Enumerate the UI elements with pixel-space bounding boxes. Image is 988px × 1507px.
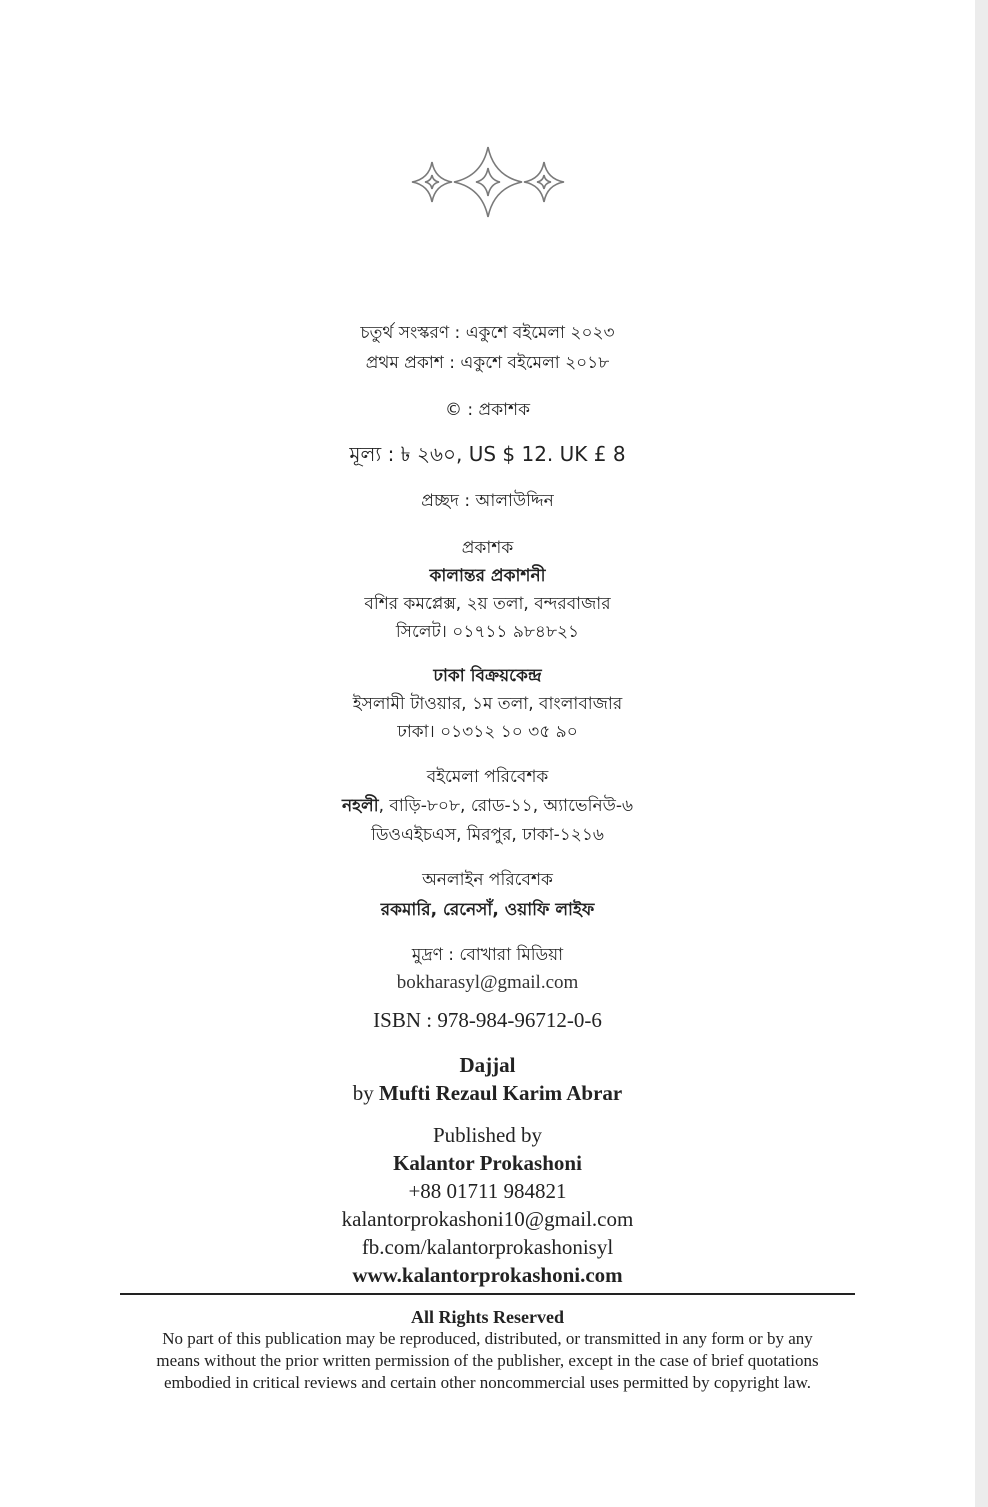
divider-rule (120, 1293, 855, 1295)
rights-line-3: embodied in critical reviews and certain other noncommercial uses permitted by copyright law. (163, 1373, 812, 1392)
cover-credit: প্রচ্ছদ : আলাউদ্দিন (421, 491, 554, 511)
book-info (0, 1051, 975, 1107)
fair-address-rest: , বাড়ি-৮০৮, রোড-১১, অ্যাভেনিউ-৬ (378, 796, 634, 816)
published-phone: +88 01711 984821 (408, 1179, 567, 1203)
print-label: মুদ্রণ : বোখারা মিডিয়া (411, 945, 564, 965)
online-heading: অনলাইন পরিবেশক (422, 870, 553, 890)
four-point-star-ornament-icon (408, 142, 568, 222)
book-title: Dajjal (459, 1053, 516, 1077)
fair-address (0, 792, 975, 821)
published-name: Kalantor Prokashoni (393, 1151, 582, 1175)
dhaka-sales-section (0, 662, 975, 746)
online-distributor-section (0, 865, 975, 925)
publisher-heading: প্রকাশক (461, 538, 514, 558)
edition-info (0, 318, 975, 378)
fair-name: নহলী (341, 796, 379, 816)
by-label: by (352, 1081, 380, 1105)
fair-heading: বইমেলা পরিবেশক (426, 767, 549, 787)
rights-title: All Rights Reserved (411, 1307, 564, 1327)
fair-distributor-section (0, 763, 975, 850)
book-author-line (0, 1079, 975, 1107)
publisher-address: বশির কমপ্লেক্স, ২য় তলা, বন্দরবাজার (364, 594, 611, 614)
published-facebook: fb.com/kalantorprokashonisyl (361, 1235, 614, 1259)
rights-line-1: No part of this publication may be reproduced, distributed, or transmitted in any form or by any (162, 1329, 813, 1348)
published-label: Published by (432, 1123, 543, 1147)
publisher-name: কালান্তর প্রকাশনী (429, 566, 546, 586)
publisher-section (0, 534, 975, 646)
dhaka-city-phone: ঢাকা। ০১৩১২ ১০ ৩৫ ৯০ (397, 722, 578, 742)
fair-address2: ডিওএইচএস, মিরপুর, ঢাকা-১২১৬ (371, 825, 604, 845)
dhaka-address: ইসলামী টাওয়ার, ১ম তলা, বাংলাবাজার (352, 694, 623, 714)
first-edition: প্রথম প্রকাশ : একুশে বইমেলা ২০১৮ (365, 353, 610, 373)
price-line: মূল্য : ৳ ২৬০, US $ 12. UK £ 8 (349, 442, 626, 466)
rights-line-2: means without the prior written permission of the publisher, except in the case of brief quotations (156, 1351, 819, 1370)
print-section (0, 941, 975, 997)
published-website: www.kalantorprokashoni.com (352, 1263, 623, 1287)
published-by-section (0, 1121, 975, 1289)
publisher-city-phone: সিলেট। ০১৭১১ ৯৮৪৮২১ (395, 622, 580, 642)
online-names: রকমারি, রেনেসাঁ, ওয়াফি লাইফ (380, 900, 595, 920)
published-email: kalantorprokashoni10@gmail.com (341, 1207, 634, 1231)
dhaka-heading: ঢাকা বিক্রয়কেন্দ্র (433, 666, 542, 686)
print-email: bokharasyl@gmail.com (396, 972, 579, 993)
book-author: Mufti Rezaul Karim Abrar (379, 1081, 623, 1105)
fourth-edition: চতুর্থ সংস্করণ : একুশে বইমেলা ২০২৩ (360, 323, 615, 343)
rights-section (90, 1306, 885, 1394)
isbn-line: ISBN : 978-984-96712-0-6 (373, 1008, 602, 1032)
copyright-line: © : প্রকাশক (445, 400, 530, 420)
